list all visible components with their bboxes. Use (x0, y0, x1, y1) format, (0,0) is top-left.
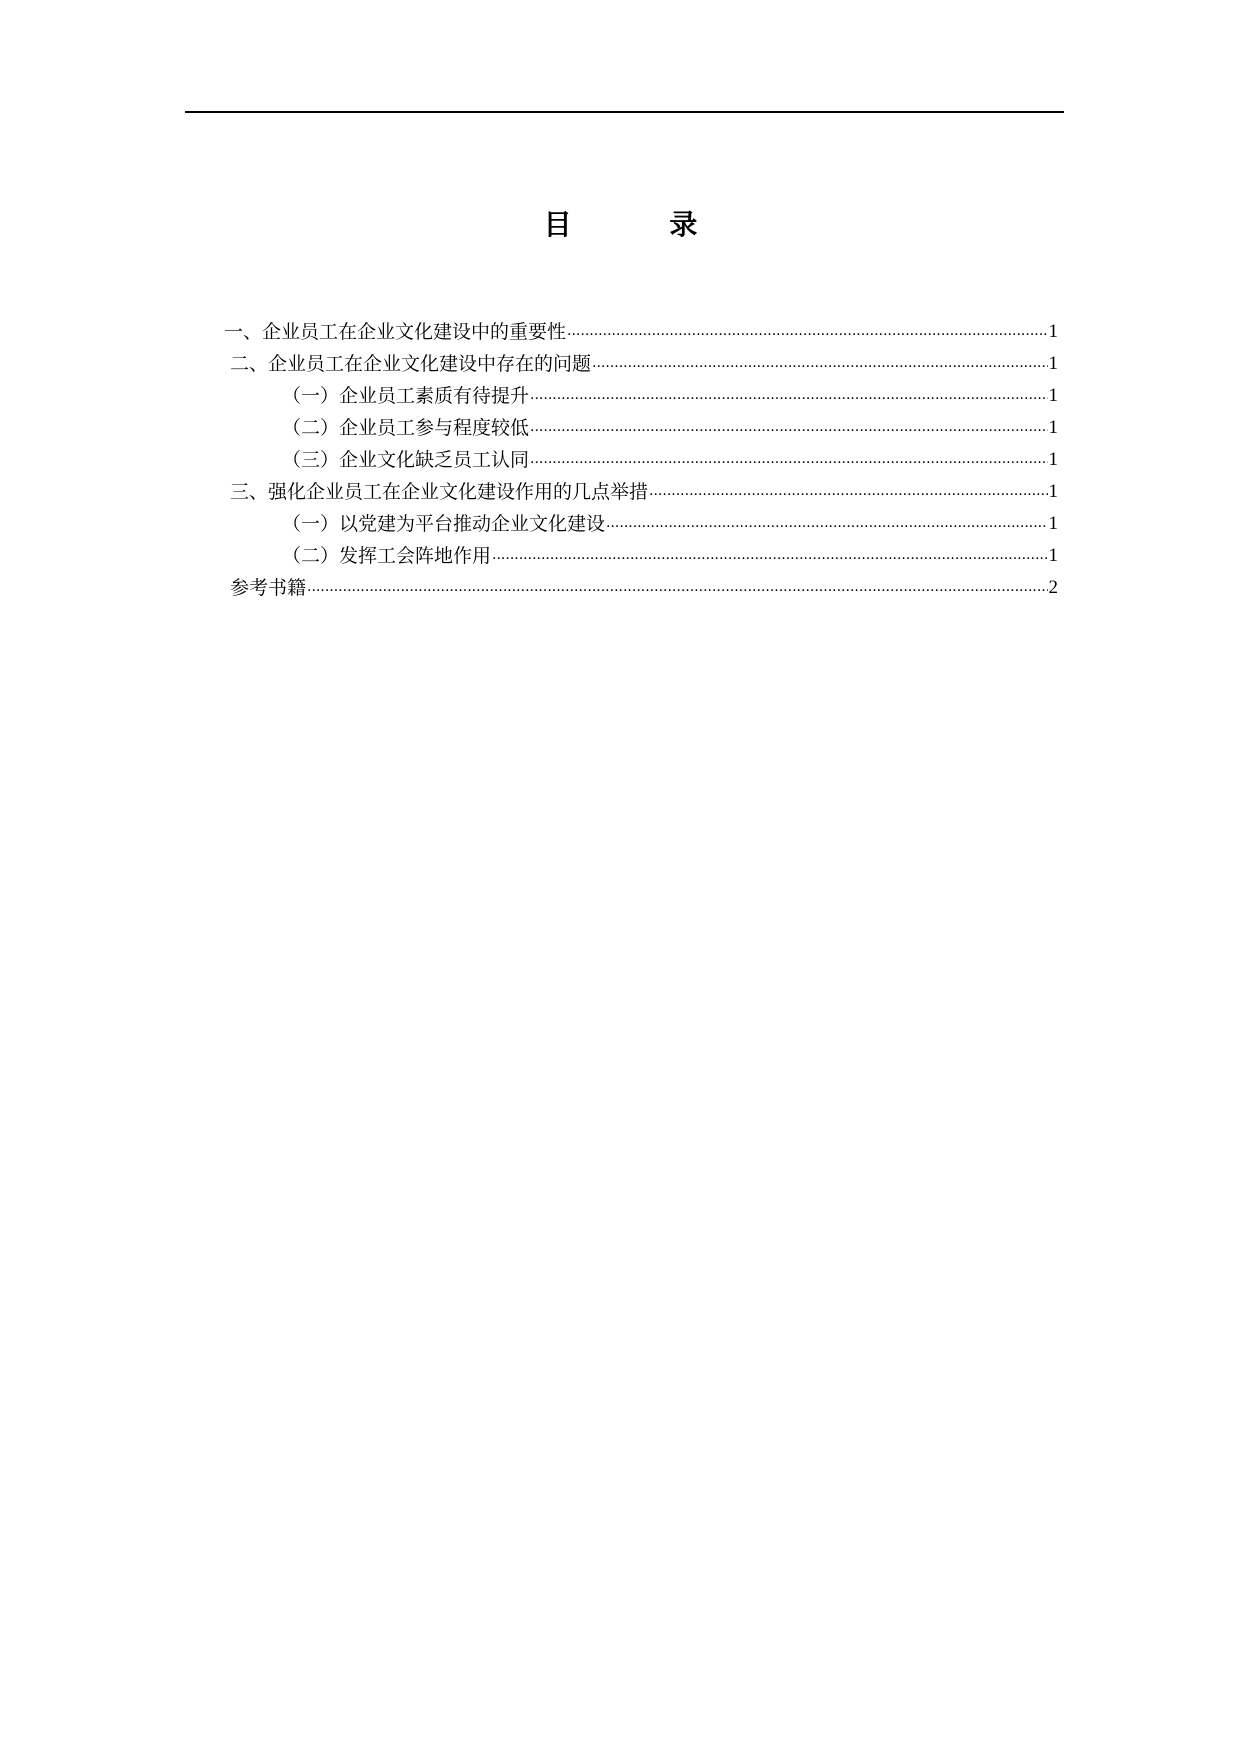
toc-entry-text: 一、企业员工在企业文化建设中的重要性 (224, 321, 567, 343)
toc-entry-leader (606, 513, 1047, 533)
toc-entry-text: （二）发挥工会阵地作用 (282, 545, 492, 567)
toc-entry[interactable] (282, 376, 1058, 408)
toc-entry-text: （一）企业员工素质有待提升 (282, 385, 530, 407)
toc-entry-page: 1 (1048, 417, 1058, 438)
toc-entry[interactable] (224, 312, 1058, 344)
toc-entry-text: （二）企业员工参与程度较低 (282, 417, 530, 439)
toc-entry-page: 2 (1048, 577, 1058, 598)
toc-entry-page: 1 (1048, 449, 1058, 470)
toc-entry-text: （一）以党建为平台推动企业文化建设 (282, 513, 606, 535)
toc-entry[interactable] (282, 536, 1058, 568)
toc-entry[interactable] (230, 344, 1058, 376)
toc-entry-page: 1 (1048, 321, 1058, 342)
toc-entry-page: 1 (1048, 353, 1058, 374)
toc-title: 目 录 (543, 208, 742, 241)
header-rule (185, 111, 1064, 113)
toc-entry-page: 1 (1048, 513, 1058, 534)
toc-entry-text: 三、强化企业员工在企业文化建设作用的几点举措 (230, 481, 649, 503)
toc-entry[interactable] (282, 440, 1058, 472)
toc-entry-leader (567, 321, 1047, 341)
toc-entry-page: 1 (1048, 385, 1058, 406)
toc-entry-page: 1 (1048, 481, 1058, 502)
toc-entry-page: 1 (1048, 545, 1058, 566)
toc-entry-leader (530, 385, 1047, 405)
toc-entry-leader (592, 353, 1047, 373)
toc-entry-leader (530, 449, 1047, 469)
toc-entry-leader (492, 545, 1047, 565)
toc-entry-text: （三）企业文化缺乏员工认同 (282, 449, 530, 471)
toc-entry-leader (530, 417, 1047, 437)
toc-entry[interactable] (282, 504, 1058, 536)
toc-entry-text: 二、企业员工在企业文化建设中存在的问题 (230, 353, 592, 375)
toc-entry-text: 参考书籍 (230, 577, 307, 599)
toc-entry-leader (307, 577, 1047, 597)
toc-entry[interactable] (230, 568, 1058, 600)
toc-entry-leader (649, 481, 1047, 501)
toc-entry[interactable] (230, 472, 1058, 504)
toc-entry[interactable] (282, 408, 1058, 440)
